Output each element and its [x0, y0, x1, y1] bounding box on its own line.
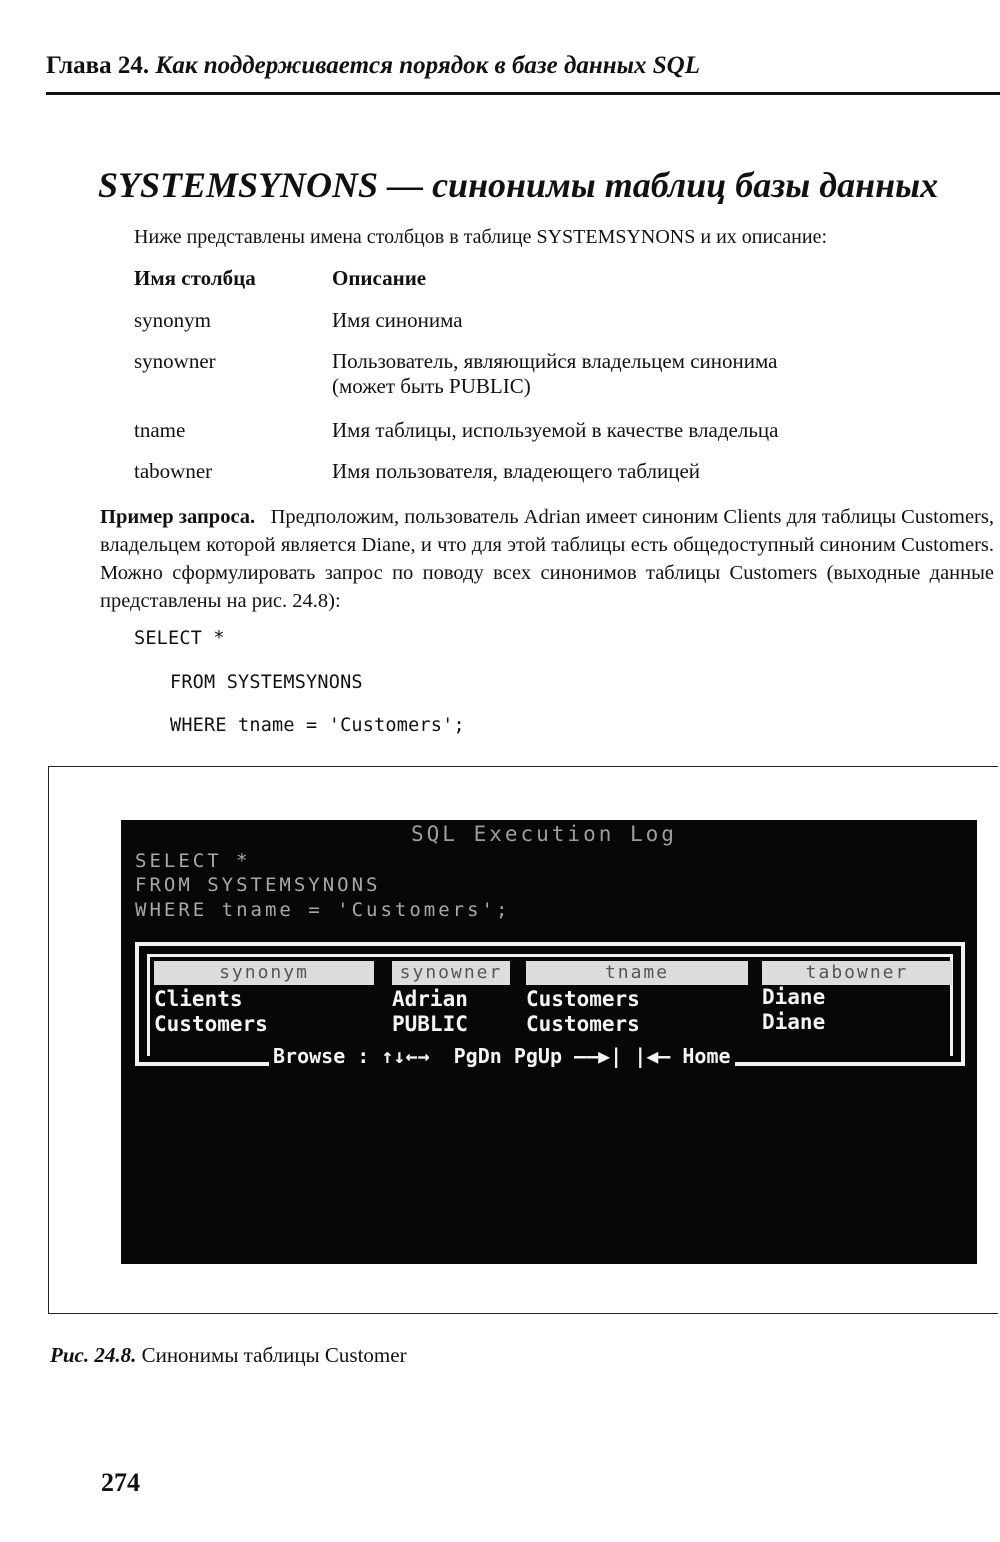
column-name: synowner [134, 349, 216, 373]
column-name: tname [134, 418, 186, 442]
column-description-line: Пользователь, являющийся владельцем синонима [332, 349, 778, 373]
column-header-tname: tname [526, 961, 748, 985]
column-header-tabowner: tabowner [762, 961, 952, 985]
result-cell: Customers [526, 1012, 640, 1036]
result-cell: Customers [154, 1012, 268, 1036]
log-title: SQL Execution Log [411, 822, 677, 846]
result-cell: Diane [762, 985, 826, 1009]
example-label: Пример запроса. [100, 506, 256, 528]
example-text: Предположим, пользователь Adrian имеет синоним Clients для таблицы Customers, владельцем которой является Diane, и что для этой таблицы есть общедоступный синоним Customers. Можно сформулировать запрос по поводу всех синонимов таблицы Customers (выходные данные представлены на рис. 24.8): [100, 506, 994, 612]
section-intro: Ниже представлены имена столбцов в таблице SYSTEMSYNONS и их описание: [134, 226, 828, 248]
columns-table-head [134, 266, 974, 308]
column-description: Имя пользователя, владеющего таблицей [332, 459, 701, 483]
column-name: tabowner [134, 459, 213, 483]
header-rule [46, 92, 1000, 95]
results-window [135, 942, 965, 1066]
chapter-title: Как поддерживается порядок в базе данных SQL [155, 52, 701, 79]
page-number: 274 [101, 1468, 140, 1497]
running-header [46, 52, 998, 80]
column-name-header: Имя столбца [134, 266, 256, 290]
column-description: Имя синонима [332, 308, 463, 332]
results-grid [147, 954, 953, 1056]
columns-table [134, 266, 974, 500]
code-line: FROM SYSTEMSYNONS [170, 672, 363, 693]
column-description: Имя таблицы, используемой в качестве владельца [332, 418, 779, 442]
log-line: FROM SYSTEMSYNONS [135, 874, 381, 896]
result-cell: Diane [762, 1010, 826, 1034]
figure-caption [50, 1343, 407, 1368]
result-cell: Clients [154, 987, 243, 1011]
sql-execution-screen [121, 820, 977, 1264]
column-header-synowner: synowner [392, 961, 510, 985]
section-title: SYSTEMSYNONS — синонимы таблиц базы данных [98, 165, 939, 205]
code-line: SELECT * [134, 628, 225, 649]
table-row [134, 459, 974, 500]
chapter-label: Глава 24. [46, 52, 150, 79]
table-row [134, 308, 974, 349]
result-cell: PUBLIC [392, 1012, 468, 1036]
column-header-synonym: synonym [154, 961, 374, 985]
result-cell: Customers [526, 987, 640, 1011]
result-cell: Adrian [392, 987, 468, 1011]
log-line: WHERE tname = 'Customers'; [135, 899, 511, 921]
description-header: Описание [332, 266, 427, 290]
code-line: WHERE tname = 'Customers'; [170, 715, 465, 736]
figure-number: Рис. 24.8. [50, 1343, 137, 1367]
example-paragraph [100, 503, 994, 615]
figure-caption-text: Синонимы таблицы Customer [141, 1343, 407, 1367]
table-row [134, 418, 974, 459]
column-description [332, 349, 974, 418]
browse-status-bar: Browse : ↑↓←→ PgDn PgUp ——▶| |◀— Home [269, 1044, 735, 1068]
column-description-line: (может быть PUBLIC) [332, 374, 531, 398]
table-row [134, 349, 974, 418]
log-line: SELECT * [135, 850, 251, 872]
column-name: synonym [134, 308, 212, 332]
